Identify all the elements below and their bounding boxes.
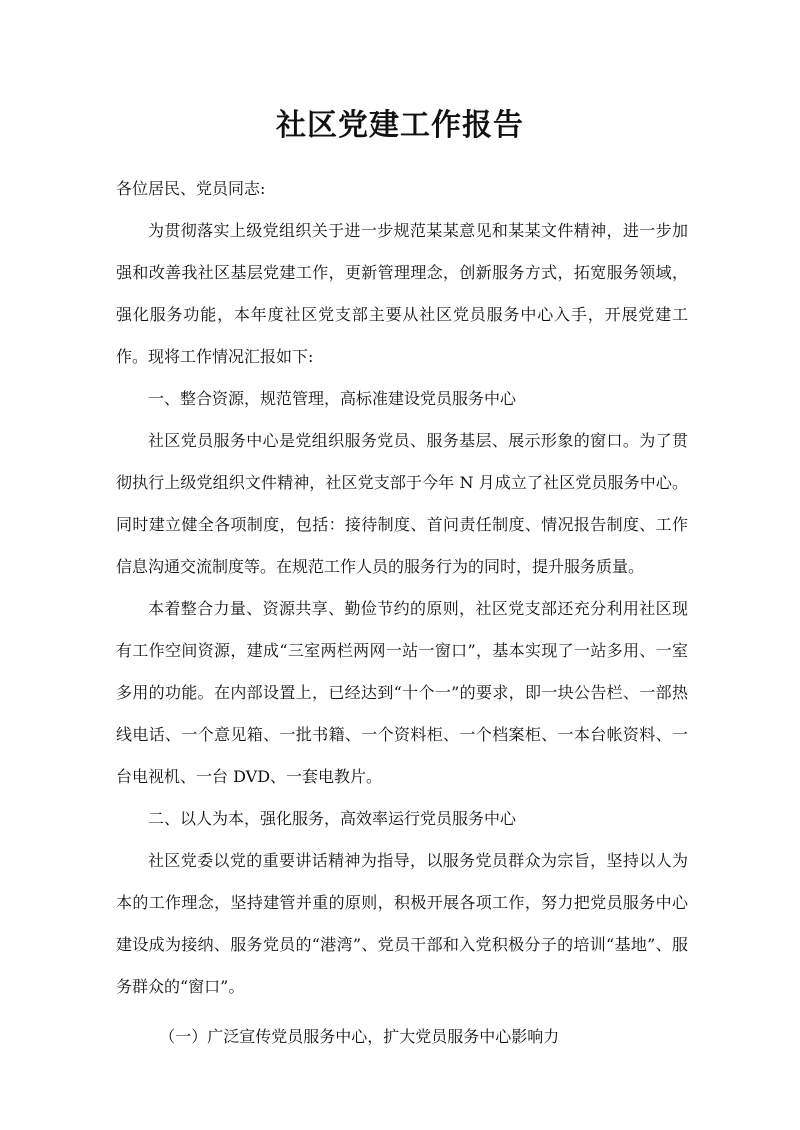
subsection-heading-1: （一）广泛宣传党员服务中心，扩大党员服务中心影响力 (159, 1027, 560, 1046)
paragraph-guidance: 社区党委以党的重要讲话精神为指导，以服务党员群众为宗旨，坚持以人为本的工作理念，坚持建管并重的原则，积极开展各项工作，努力把党员服务中心建设成为接纳、服务党员的“港湾”、党员干部和入党积极分子的培训“基地”、服务群众的“窗口”。 (116, 851, 688, 996)
paragraph-service-center: 社区党员服务中心是党组织服务党员、服务基层、展示形象的窗口。为了贯彻执行上级党组织文件精神，社区党支部于今年 N 月成立了社区党员服务中心。同时建立健全各项制度，包括：接待制度、首问责任制度、情况报告制度、工作信息沟通交流制度等。在规范工作人员的服务行为的同时，提升服务质量。 (116, 431, 688, 576)
document-title: 社区党建工作报告 (276, 108, 524, 143)
document-body (116, 168, 688, 1058)
salutation: 各位居民、党员同志: (116, 179, 266, 198)
paragraph-intro: 为贯彻落实上级党组织关于进一步规范某某意见和某某文件精神，进一步加强和改善我社区基层党建工作，更新管理理念，创新服务方式，拓宽服务领域，强化服务功能，本年度社区党支部主要从社区党员服务中心入手，开展党建工作。现将工作情况汇报如下: (116, 221, 688, 366)
section-heading-1: 一、整合资源，规范管理，高标准建设党员服务中心 (148, 389, 517, 408)
paragraph-resources: 本着整合力量、资源共享、勤俭节约的原则，社区党支部还充分利用社区现有工作空间资源，建成“三室两栏两网一站一窗口”，基本实现了一站多用、一室多用的功能。在内部设置上，已经达到“十个一”的要求，即一块公告栏、一部热线电话、一个意见箱、一批书籍、一个资料柜、一个档案柜、一本台帐资料、一台电视机、一台 DVD、一套电教片。 (116, 599, 688, 786)
section-heading-2: 二、以人为本，强化服务，高效率运行党员服务中心 (148, 809, 517, 828)
